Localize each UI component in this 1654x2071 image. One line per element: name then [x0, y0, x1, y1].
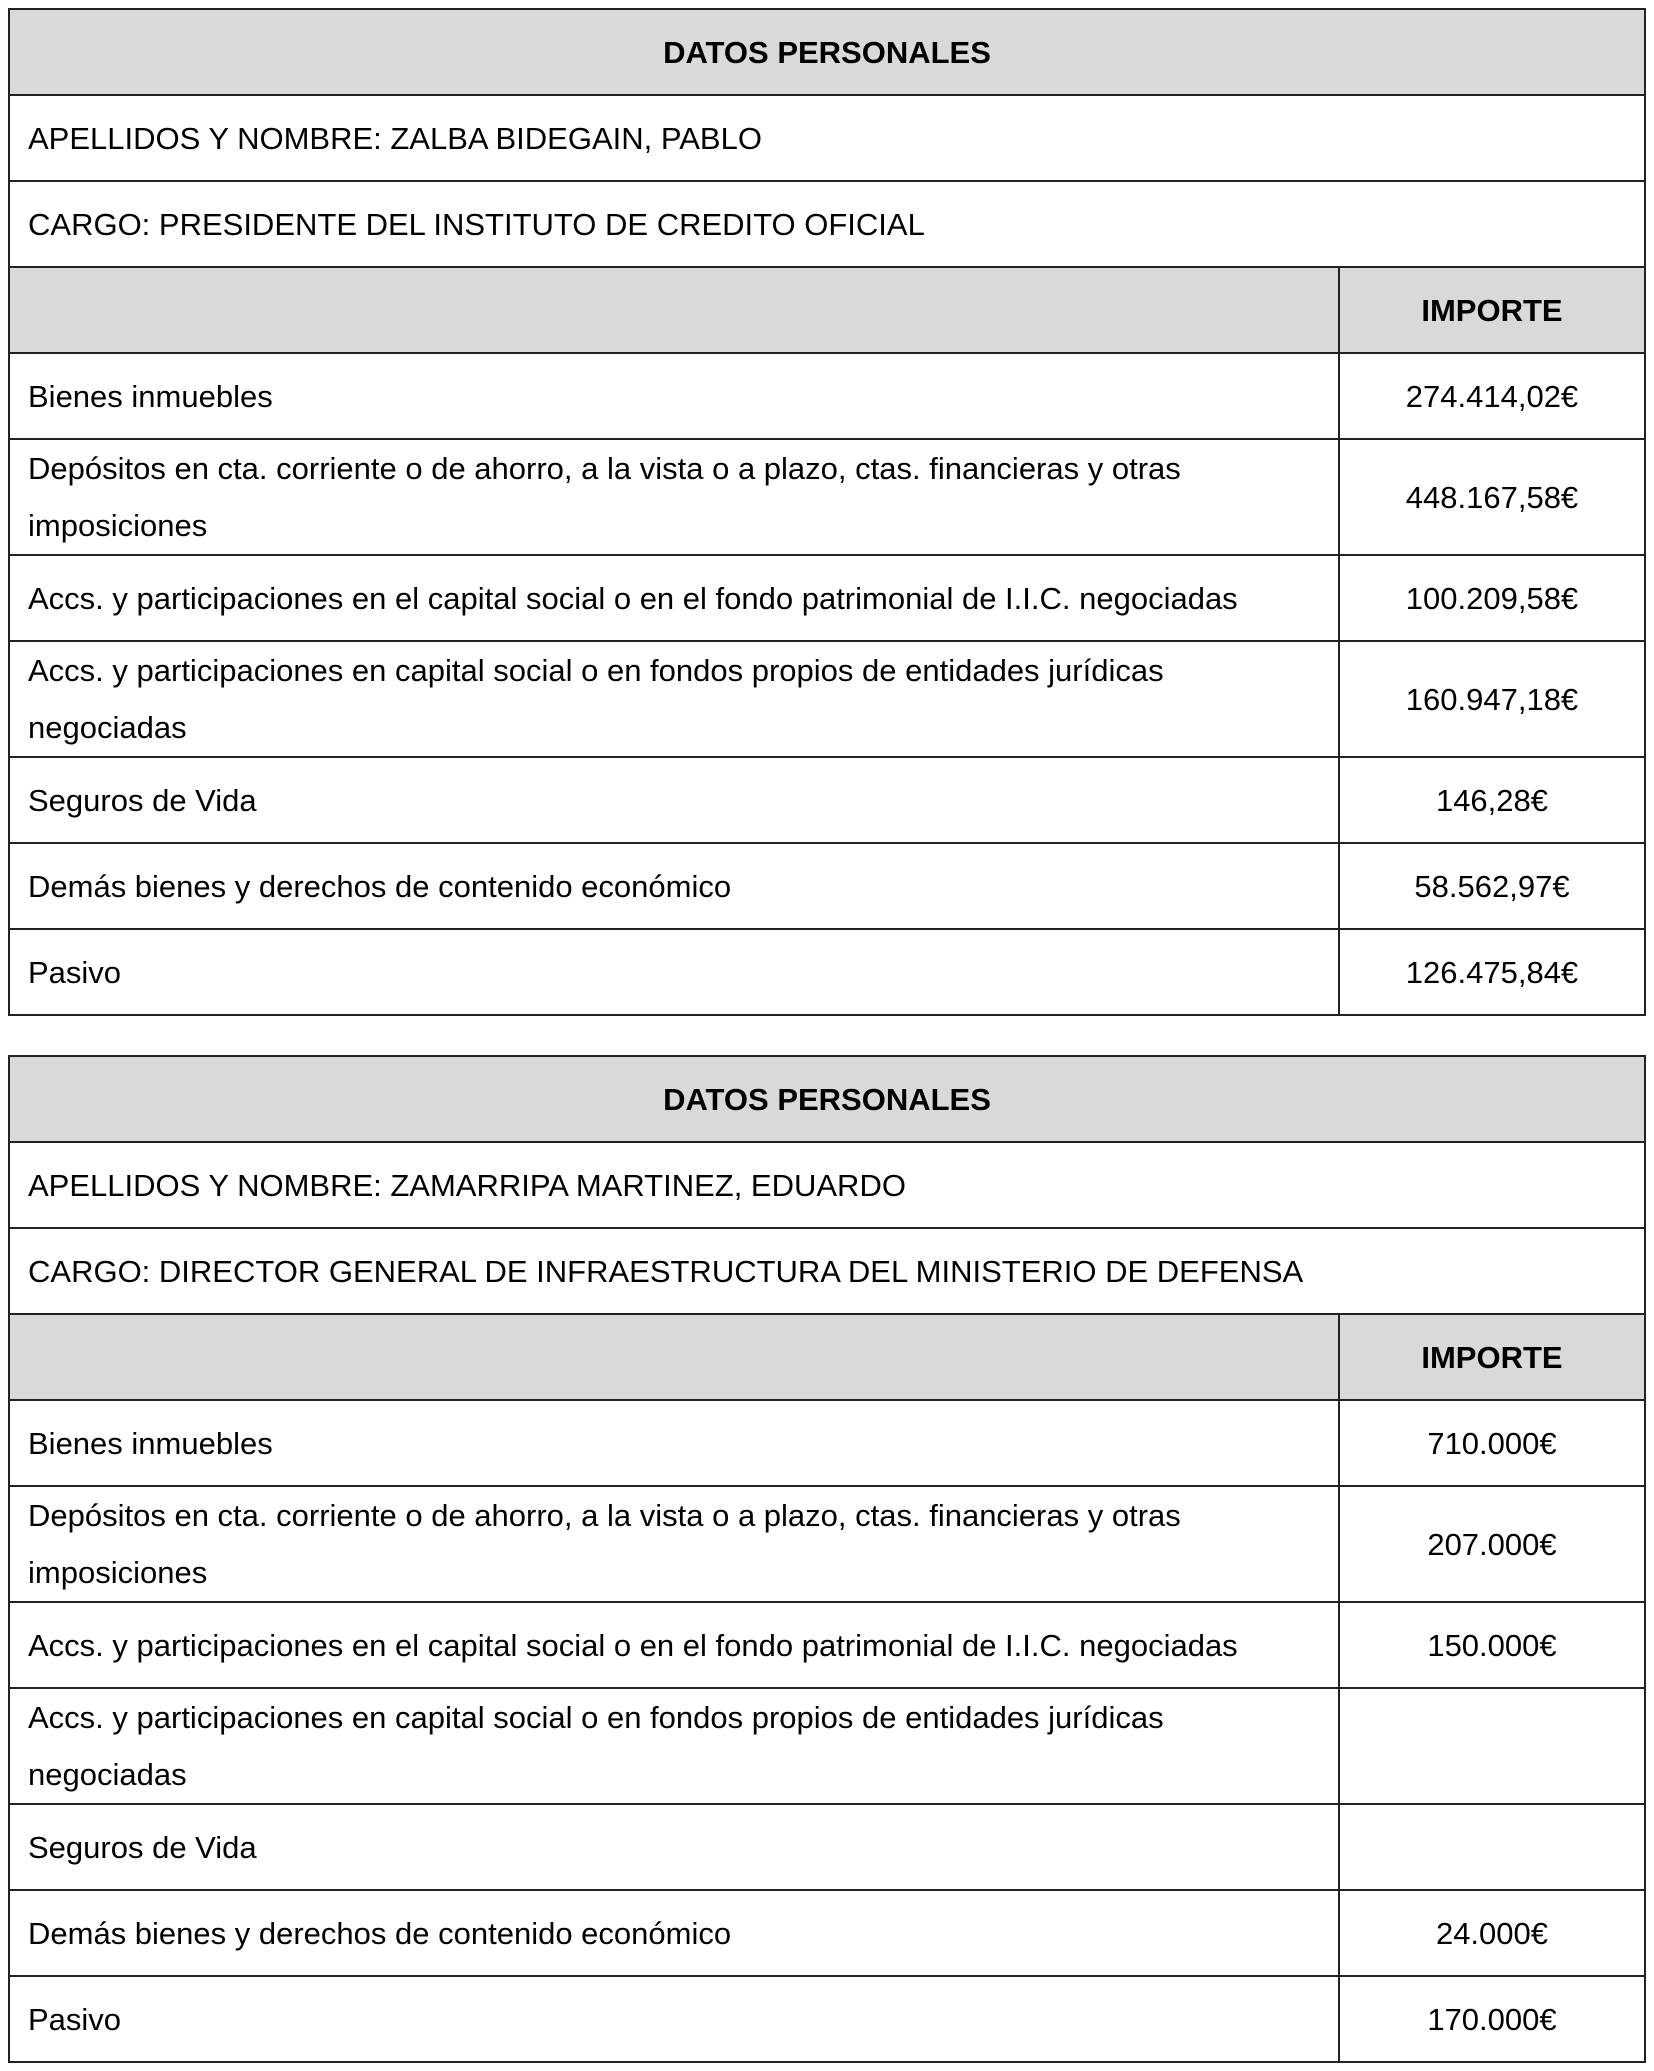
- asset-amount: 710.000€: [1339, 1400, 1645, 1486]
- table-row: [9, 1602, 1645, 1688]
- asset-label: Demás bienes y derechos de contenido económico: [9, 1890, 1339, 1976]
- column-header-row: [9, 1314, 1645, 1400]
- table-row: [9, 1890, 1645, 1976]
- amount-header: IMPORTE: [1339, 1314, 1645, 1400]
- asset-label: Depósitos en cta. corriente o de ahorro, a la vista o a plazo, ctas. financieras y otras imposiciones: [9, 1486, 1339, 1602]
- asset-label: Accs. y participaciones en el capital social o en el fondo patrimonial de I.I.C. negociadas: [9, 1602, 1339, 1688]
- name-row: [9, 1142, 1645, 1228]
- amount-header: IMPORTE: [1339, 267, 1645, 353]
- asset-label: Bienes inmuebles: [9, 1400, 1339, 1486]
- asset-amount: 24.000€: [1339, 1890, 1645, 1976]
- position-row: [9, 181, 1645, 267]
- asset-amount: 58.562,97€: [1339, 843, 1645, 929]
- asset-amount: 207.000€: [1339, 1486, 1645, 1602]
- asset-label: Accs. y participaciones en el capital social o en el fondo patrimonial de I.I.C. negociadas: [9, 555, 1339, 641]
- asset-label: Accs. y participaciones en capital social o en fondos propios de entidades jurídicas negociadas: [9, 1688, 1339, 1804]
- asset-label: Accs. y participaciones en capital social o en fondos propios de entidades jurídicas negociadas: [9, 641, 1339, 757]
- table-row: [9, 641, 1645, 757]
- name-line: APELLIDOS Y NOMBRE: ZALBA BIDEGAIN, PABLO: [9, 95, 1645, 181]
- column-header-row: [9, 267, 1645, 353]
- table-row: [9, 843, 1645, 929]
- name-row: [9, 95, 1645, 181]
- position-row: [9, 1228, 1645, 1314]
- section-header-row: [9, 9, 1645, 95]
- table-row: [9, 439, 1645, 555]
- section-title: DATOS PERSONALES: [9, 9, 1645, 95]
- table-row: [9, 1688, 1645, 1804]
- asset-label: Seguros de Vida: [9, 1804, 1339, 1890]
- blank-header-cell: [9, 267, 1339, 353]
- asset-label: Depósitos en cta. corriente o de ahorro, a la vista o a plazo, ctas. financieras y otras imposiciones: [9, 439, 1339, 555]
- table-row: [9, 1804, 1645, 1890]
- table-row: [9, 555, 1645, 641]
- asset-label: Demás bienes y derechos de contenido económico: [9, 843, 1339, 929]
- asset-label: Pasivo: [9, 929, 1339, 1015]
- asset-amount: [1339, 1688, 1645, 1804]
- table-row: [9, 1400, 1645, 1486]
- asset-declaration-table-2: [8, 1055, 1646, 2063]
- asset-amount: 448.167,58€: [1339, 439, 1645, 555]
- table-row: [9, 353, 1645, 439]
- asset-label: Pasivo: [9, 1976, 1339, 2062]
- asset-amount: 100.209,58€: [1339, 555, 1645, 641]
- asset-amount: 146,28€: [1339, 757, 1645, 843]
- asset-amount: [1339, 1804, 1645, 1890]
- position-line: CARGO: PRESIDENTE DEL INSTITUTO DE CREDITO OFICIAL: [9, 181, 1645, 267]
- name-line: APELLIDOS Y NOMBRE: ZAMARRIPA MARTINEZ, EDUARDO: [9, 1142, 1645, 1228]
- section-header-row: [9, 1056, 1645, 1142]
- asset-amount: 170.000€: [1339, 1976, 1645, 2062]
- asset-amount: 126.475,84€: [1339, 929, 1645, 1015]
- asset-amount: 150.000€: [1339, 1602, 1645, 1688]
- section-title: DATOS PERSONALES: [9, 1056, 1645, 1142]
- position-line: CARGO: DIRECTOR GENERAL DE INFRAESTRUCTURA DEL MINISTERIO DE DEFENSA: [9, 1228, 1645, 1314]
- asset-amount: 274.414,02€: [1339, 353, 1645, 439]
- asset-declaration-table-1: [8, 8, 1646, 1016]
- asset-label: Seguros de Vida: [9, 757, 1339, 843]
- asset-label: Bienes inmuebles: [9, 353, 1339, 439]
- table-row: [9, 757, 1645, 843]
- blank-header-cell: [9, 1314, 1339, 1400]
- table-row: [9, 929, 1645, 1015]
- asset-amount: 160.947,18€: [1339, 641, 1645, 757]
- table-row: [9, 1976, 1645, 2062]
- table-row: [9, 1486, 1645, 1602]
